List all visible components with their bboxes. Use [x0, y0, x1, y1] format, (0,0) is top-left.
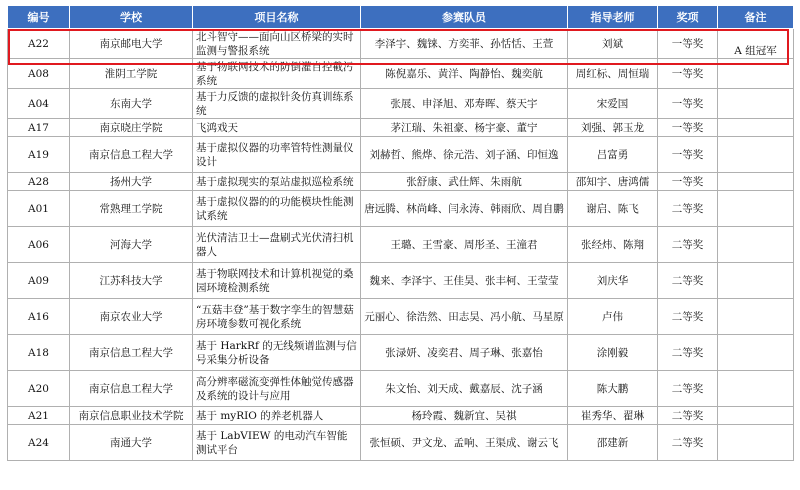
cell-remark	[718, 407, 794, 425]
table-row	[8, 89, 794, 119]
cell-project: 基于物联网技术和计算机视觉的桑园环境检测系统	[193, 263, 361, 299]
cell-id: A06	[8, 227, 70, 263]
cell-id: A01	[8, 191, 70, 227]
cell-advisor: 刘强、郭玉龙	[568, 119, 658, 137]
cell-members: 元丽心、徐浩然、田志昊、冯小航、马星原	[361, 299, 568, 335]
cell-school: 南京信息工程大学	[70, 137, 193, 173]
cell-project: 基于物联网技术的防倒灌自控截污系统	[193, 59, 361, 89]
cell-members: 李泽宇、魏铼、方奕菲、孙恬恬、王萱	[361, 29, 568, 59]
cell-award: 二等奖	[658, 407, 718, 425]
cell-project: “五菇丰登”基于数字孪生的智慧菇房环境参数可视化系统	[193, 299, 361, 335]
cell-award: 一等奖	[658, 29, 718, 59]
cell-award: 一等奖	[658, 59, 718, 89]
table-row	[8, 407, 794, 425]
cell-remark	[718, 119, 794, 137]
cell-school: 扬州大学	[70, 173, 193, 191]
cell-advisor: 宋爱国	[568, 89, 658, 119]
cell-school: 南京晓庄学院	[70, 119, 193, 137]
cell-remark	[718, 371, 794, 407]
cell-id: A24	[8, 425, 70, 461]
cell-school: 南京信息工程大学	[70, 335, 193, 371]
cell-advisor: 卢伟	[568, 299, 658, 335]
header-members: 参赛队员	[361, 6, 568, 29]
cell-award: 一等奖	[658, 173, 718, 191]
cell-school: 淮阴工学院	[70, 59, 193, 89]
cell-id: A21	[8, 407, 70, 425]
cell-id: A20	[8, 371, 70, 407]
cell-advisor: 刘斌	[568, 29, 658, 59]
cell-remark	[718, 425, 794, 461]
cell-school: 南京农业大学	[70, 299, 193, 335]
cell-advisor: 刘庆华	[568, 263, 658, 299]
cell-project: 基于力反馈的虚拟针灸仿真训练系统	[193, 89, 361, 119]
cell-advisor: 邵知宇、唐鸿儒	[568, 173, 658, 191]
cell-remark	[718, 191, 794, 227]
award-table	[7, 5, 794, 461]
cell-award: 一等奖	[658, 137, 718, 173]
cell-remark	[718, 137, 794, 173]
table-row	[8, 263, 794, 299]
cell-project: 基于 HarkRf 的无线频谱监测与信号采集分析设备	[193, 335, 361, 371]
cell-remark	[718, 59, 794, 89]
cell-school: 南京邮电大学	[70, 29, 193, 59]
cell-advisor: 吕富勇	[568, 137, 658, 173]
cell-award: 二等奖	[658, 191, 718, 227]
cell-project: 北斗智守——面向山区桥梁的实时监测与警报系统	[193, 29, 361, 59]
cell-id: A04	[8, 89, 70, 119]
cell-members: 张渌妍、凌奕君、周子琳、张嘉怡	[361, 335, 568, 371]
header-remark: 备注	[718, 6, 794, 29]
header-row	[8, 6, 794, 29]
table-row	[8, 371, 794, 407]
table-row	[8, 137, 794, 173]
cell-members: 王璐、王雪豪、周彤圣、王潼君	[361, 227, 568, 263]
cell-id: A28	[8, 173, 70, 191]
table-row	[8, 29, 794, 59]
cell-advisor: 涂刚毅	[568, 335, 658, 371]
table-row	[8, 173, 794, 191]
table-row	[8, 119, 794, 137]
cell-award: 二等奖	[658, 335, 718, 371]
cell-remark	[718, 227, 794, 263]
cell-members: 朱文怡、刘天成、戴嘉辰、沈子涵	[361, 371, 568, 407]
cell-school: 江苏科技大学	[70, 263, 193, 299]
cell-school: 南京信息工程大学	[70, 371, 193, 407]
cell-award: 一等奖	[658, 119, 718, 137]
cell-members: 张恒硕、尹文龙、孟响、王渠成、谢云飞	[361, 425, 568, 461]
table-row	[8, 191, 794, 227]
cell-project: 基于虚拟仪器的的功能模块性能测试系统	[193, 191, 361, 227]
cell-id: A19	[8, 137, 70, 173]
cell-school: 东南大学	[70, 89, 193, 119]
cell-project: 基于 myRIO 的养老机器人	[193, 407, 361, 425]
cell-id: A09	[8, 263, 70, 299]
cell-advisor: 张经炜、陈翔	[568, 227, 658, 263]
cell-remark	[718, 173, 794, 191]
cell-project: 光伏清洁卫士—盘刷式光伏清扫机器人	[193, 227, 361, 263]
cell-award: 一等奖	[658, 89, 718, 119]
header-project: 项目名称	[193, 6, 361, 29]
cell-project: 基于 LabVIEW 的电动汽车智能测试平台	[193, 425, 361, 461]
cell-project: 基于虚拟仪器的功率管特性测量仪设计	[193, 137, 361, 173]
table-row	[8, 227, 794, 263]
cell-advisor: 邵建新	[568, 425, 658, 461]
cell-members: 杨玲霞、魏新宜、吴祺	[361, 407, 568, 425]
cell-project: 高分辨率磁流变弹性体触觉传感器及系统的设计与应用	[193, 371, 361, 407]
cell-id: A17	[8, 119, 70, 137]
cell-school: 南通大学	[70, 425, 193, 461]
cell-remark: A 组冠军	[718, 29, 794, 59]
cell-members: 魏来、李泽宇、王佳昊、张丰柯、王莹莹	[361, 263, 568, 299]
cell-id: A18	[8, 335, 70, 371]
cell-remark	[718, 263, 794, 299]
table-row	[8, 59, 794, 89]
header-advisor: 指导老师	[568, 6, 658, 29]
cell-members: 刘赫哲、熊烨、徐元浩、刘子涵、印恒逸	[361, 137, 568, 173]
cell-id: A22	[8, 29, 70, 59]
cell-project: 基于虚拟现实的泵站虚拟巡检系统	[193, 173, 361, 191]
cell-advisor: 陈大鹏	[568, 371, 658, 407]
cell-award: 二等奖	[658, 371, 718, 407]
cell-members: 唐远腾、林尚峰、闫永涛、韩雨欣、周自鹏	[361, 191, 568, 227]
cell-members: 张展、申泽旭、邓寿晖、蔡天宇	[361, 89, 568, 119]
cell-award: 二等奖	[658, 299, 718, 335]
cell-members: 陈倪嘉乐、黄洋、陶静怡、魏奕航	[361, 59, 568, 89]
cell-award: 二等奖	[658, 263, 718, 299]
cell-advisor: 谢启、陈飞	[568, 191, 658, 227]
cell-members: 茅江瑞、朱祖豪、杨宇豪、董宁	[361, 119, 568, 137]
cell-award: 二等奖	[658, 425, 718, 461]
cell-award: 二等奖	[658, 227, 718, 263]
table-row	[8, 425, 794, 461]
cell-remark	[718, 335, 794, 371]
cell-members: 张舒康、武仕辉、朱雨航	[361, 173, 568, 191]
cell-school: 南京信息职业技术学院	[70, 407, 193, 425]
header-school: 学校	[70, 6, 193, 29]
cell-advisor: 周红标、周恒瑞	[568, 59, 658, 89]
header-award: 奖项	[658, 6, 718, 29]
cell-remark	[718, 299, 794, 335]
cell-school: 常熟理工学院	[70, 191, 193, 227]
header-id: 编号	[8, 6, 70, 29]
table-row	[8, 299, 794, 335]
cell-id: A16	[8, 299, 70, 335]
cell-project: 飞鸿戏天	[193, 119, 361, 137]
table-row	[8, 335, 794, 371]
cell-remark	[718, 89, 794, 119]
cell-school: 河海大学	[70, 227, 193, 263]
cell-advisor: 崔秀华、翟琳	[568, 407, 658, 425]
cell-id: A08	[8, 59, 70, 89]
